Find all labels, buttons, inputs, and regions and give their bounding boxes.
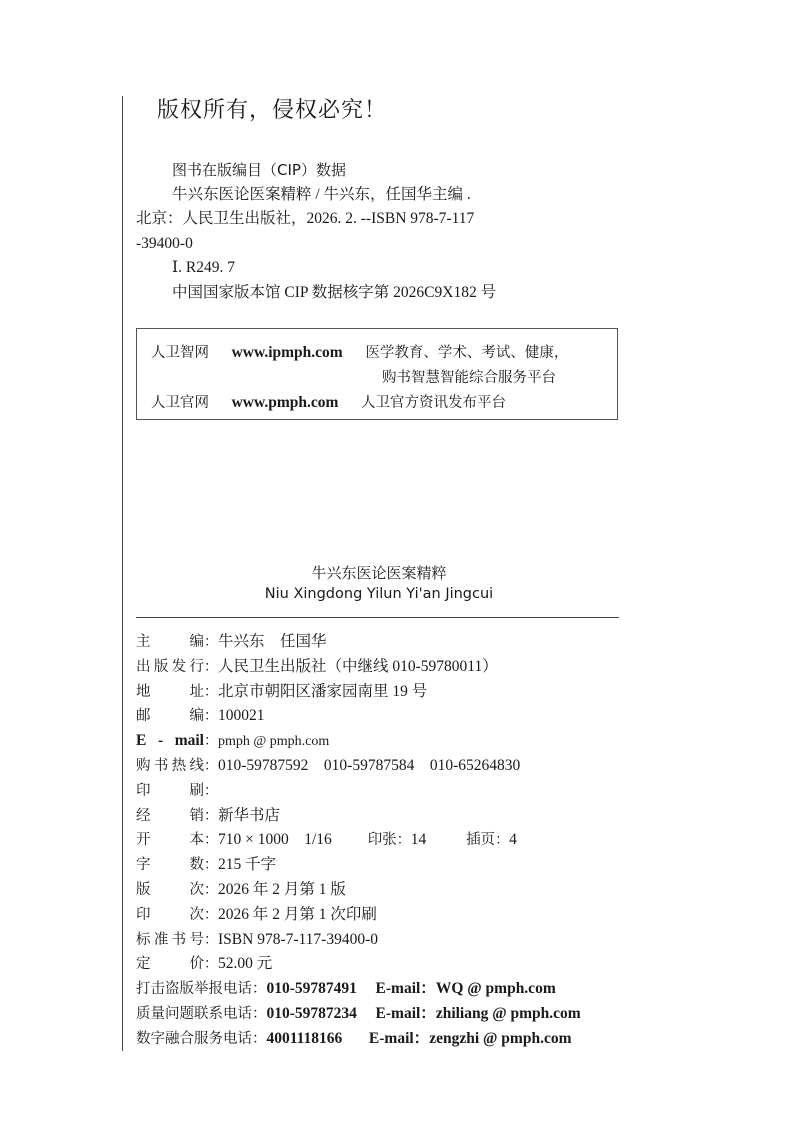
contact-phone: 010-59787491 [266, 980, 357, 998]
detail-row: 版次：2026 年 2 月第 1 版 [136, 878, 581, 903]
contact-label: 数字融合服务电话： [136, 1030, 267, 1047]
contact-email[interactable]: WQ @ pmph.com [435, 980, 556, 998]
cip-line: Ⅰ. R249. 7 [172, 259, 235, 276]
cip-line: 中国国家版本馆 CIP 数据核字第 2026C9X182 号 [172, 283, 497, 301]
detail-label: 购书热线 [136, 757, 204, 774]
detail-label: 插页 [466, 832, 496, 849]
publication-details [136, 630, 581, 1052]
detail-label: 印张 [367, 832, 397, 849]
cip-line: 北京：人民卫生出版社，2026. 2. --ISBN 978-7-117 [136, 210, 475, 227]
detail-value: 52.00 元 [218, 955, 273, 973]
detail-value: 2026 年 2 月第 1 次印刷 [218, 905, 377, 923]
detail-row: 出版发行：人民卫生出版社（中继线 010-59780011） [136, 655, 581, 680]
contact-email-label: E-mail： [375, 980, 436, 998]
detail-row: 定价：52.00 元 [136, 952, 581, 977]
contact-phone: 010-59787234 [266, 1004, 357, 1022]
detail-label: 定价 [136, 956, 204, 973]
contact-row [136, 1002, 581, 1027]
divider [136, 617, 619, 618]
detail-value: 牛兴东 任国华 [218, 633, 327, 650]
detail-label: 经销 [136, 807, 204, 824]
detail-row: 印刷： [136, 779, 581, 804]
detail-label: 标准书号 [136, 931, 204, 948]
detail-value: 710 × 1000 1/16 [218, 831, 332, 849]
cip-title: 图书在版编目（CIP）数据 [172, 161, 346, 179]
contact-row [136, 1027, 581, 1052]
detail-value: 人民卫生出版社（中继线 010-59780011） [218, 657, 498, 675]
detail-label: 地址 [136, 683, 204, 700]
detail-label: 印次 [136, 906, 204, 923]
detail-label: 主编 [136, 634, 204, 650]
contact-email-label: E-mail： [368, 1029, 430, 1047]
detail-row: 地址：北京市朝阳区潘家园南里 19 号 [136, 680, 581, 705]
contact-row [136, 977, 581, 1002]
websites-box [136, 328, 618, 420]
detail-label: 出版发行 [136, 658, 204, 675]
contact-phone: 4001118166 [266, 1029, 343, 1047]
detail-value: 010-59787592 010-59787584 010-65264830 [218, 756, 521, 774]
detail-value: 14 [410, 831, 427, 849]
detail-label: 开本 [136, 832, 204, 849]
detail-row: 印次：2026 年 2 月第 1 次印刷 [136, 903, 581, 928]
cip-line: 牛兴东医论医案精粹 / 牛兴东，任国华主编 . [172, 185, 471, 203]
site-label: 人卫智网 [151, 345, 209, 361]
cip-line: -39400-0 [136, 234, 193, 252]
detail-row: 购书热线：010-59787592 010-59787584 010-65264830 [136, 754, 581, 779]
detail-value: ISBN 978-7-117-39400-0 [218, 930, 379, 948]
detail-row: 经销：新华书店 [136, 804, 581, 829]
site-desc: 购书智慧智能综合服务平台 [382, 370, 556, 386]
email-link[interactable]: pmph @ pmph.com [218, 734, 330, 750]
contact-label: 打击盗版举报电话： [136, 981, 267, 998]
site-url-pmph[interactable]: www.pmph.com [231, 394, 339, 411]
detail-value: 100021 [218, 707, 265, 725]
detail-value: 215 千字 [218, 856, 277, 874]
detail-value: 新华书店 [218, 806, 281, 824]
detail-label: E - mail [136, 732, 204, 750]
book-title-pinyin: Niu Xingdong Yilun Yi'an Jingcui [264, 586, 494, 602]
site-label: 人卫官网 [151, 395, 209, 411]
site-desc: 医学教育、学术、考试、健康， [365, 345, 569, 361]
detail-row: 主编：牛兴东 任国华 [136, 630, 581, 655]
detail-value: 4 [509, 831, 517, 849]
detail-label: 印刷 [136, 782, 204, 799]
detail-row: 开本：710 × 1000 1/16 印张：14 插页：4 [136, 828, 581, 853]
rights-notice: 版权所有，侵权必究！ [157, 98, 388, 123]
detail-row: E - mail：pmph @ pmph.com [136, 729, 581, 754]
detail-row: 字数：215 千字 [136, 853, 581, 878]
contact-email[interactable]: zengzhi @ pmph.com [429, 1029, 572, 1047]
book-title: 牛兴东医论医案精粹 [311, 564, 447, 582]
site-desc: 人卫官方资讯发布平台 [361, 395, 507, 411]
contact-email[interactable]: zhiliang @ pmph.com [435, 1004, 581, 1022]
detail-label: 字数 [136, 857, 204, 874]
cip-block [136, 158, 616, 305]
contact-label: 质量问题联系电话： [136, 1005, 267, 1022]
detail-row: 邮编：100021 [136, 704, 581, 729]
detail-label: 版次 [136, 881, 204, 898]
detail-value: 2026 年 2 月第 1 版 [218, 880, 346, 898]
contact-email-label: E-mail： [375, 1004, 436, 1022]
detail-label: 邮编 [136, 708, 204, 725]
site-url-ipmph[interactable]: www.ipmph.com [231, 344, 343, 361]
detail-value: 北京市朝阳区潘家园南里 19 号 [218, 682, 428, 700]
detail-row: 标准书号：ISBN 978-7-117-39400-0 [136, 928, 581, 953]
